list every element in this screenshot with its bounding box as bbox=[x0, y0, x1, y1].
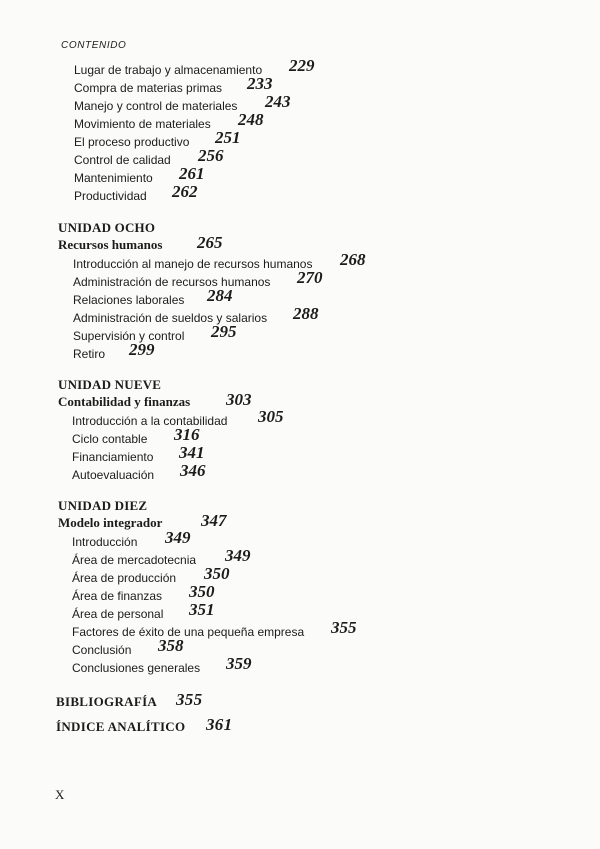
page-number: 349 bbox=[225, 546, 251, 565]
back-matter-index: ÍNDICE ANALÍTICO 361 bbox=[56, 715, 233, 734]
page-number: 350 bbox=[204, 564, 230, 583]
page-number: 265 bbox=[197, 233, 223, 252]
back-matter-bibliography: BIBLIOGRAFÍA 355 bbox=[56, 690, 203, 709]
page-number: 268 bbox=[340, 250, 366, 269]
toc-entry: Mantenimiento 261 bbox=[74, 164, 205, 185]
page-number: 316 bbox=[174, 425, 200, 444]
toc-entry: Lugar de trabajo y almacenamiento 229 bbox=[74, 56, 315, 77]
unit-heading: UNIDAD DIEZ bbox=[58, 498, 148, 513]
toc-entry: Conclusión 358 bbox=[72, 636, 184, 657]
toc-entry: Conclusiones generales 359 bbox=[72, 654, 252, 675]
page-number: 299 bbox=[129, 340, 155, 359]
toc-entry: Compra de materias primas 233 bbox=[74, 74, 273, 95]
toc-entry: Área de finanzas 350 bbox=[72, 582, 215, 603]
page-number: 270 bbox=[297, 268, 323, 287]
toc-entry: Administración de sueldos y salarios 288 bbox=[73, 304, 319, 325]
toc-entry: Área de producción 350 bbox=[72, 564, 230, 585]
page-number: 358 bbox=[158, 636, 184, 655]
toc-entry: Administración de recursos humanos 270 bbox=[73, 268, 323, 289]
page-number: 351 bbox=[189, 600, 215, 619]
toc-entry: Productividad 262 bbox=[74, 182, 198, 203]
page-number: 346 bbox=[180, 461, 206, 480]
toc-entry: Área de mercadotecnia 349 bbox=[72, 546, 251, 567]
page-number: 303 bbox=[226, 390, 252, 409]
toc-entry: Área de personal 351 bbox=[72, 600, 215, 621]
toc-entry: Supervisión y control 295 bbox=[73, 322, 237, 343]
toc-entry: Factores de éxito de una pequeña empresa 355 bbox=[72, 618, 357, 639]
page-number: 251 bbox=[215, 128, 241, 147]
page-number: 248 bbox=[238, 110, 264, 129]
page-number: 295 bbox=[211, 322, 237, 341]
page-number: 350 bbox=[189, 582, 215, 601]
unit-heading: UNIDAD OCHO bbox=[58, 220, 156, 235]
page-number: 284 bbox=[207, 286, 233, 305]
unit-title: Contabilidad y finanzas 303 bbox=[58, 390, 252, 409]
toc-entry: Movimiento de materiales 248 bbox=[74, 110, 264, 131]
page-number: 305 bbox=[258, 407, 284, 426]
page-number: 233 bbox=[247, 74, 273, 93]
page-number: 355 bbox=[331, 618, 357, 637]
page-number: 341 bbox=[179, 443, 205, 462]
page-number: 347 bbox=[201, 511, 227, 530]
page-number: 262 bbox=[172, 182, 198, 201]
page-number: 243 bbox=[265, 92, 291, 111]
page-number: 355 bbox=[176, 690, 203, 709]
page-folio: X bbox=[55, 787, 65, 802]
toc-entry: Financiamiento 341 bbox=[72, 443, 205, 464]
page-number: 229 bbox=[289, 56, 315, 75]
toc-entry: Autoevaluación 346 bbox=[72, 461, 206, 482]
toc-entry: Retiro 299 bbox=[73, 340, 155, 361]
running-head: CONTENIDO bbox=[61, 40, 127, 51]
toc-entry: Control de calidad 256 bbox=[74, 146, 224, 167]
page-number: 359 bbox=[226, 654, 252, 673]
toc-entry: Manejo y control de materiales 243 bbox=[74, 92, 291, 113]
toc-entry: El proceso productivo 251 bbox=[74, 128, 241, 149]
toc-entry: Introducción a la contabilidad 305 bbox=[72, 407, 284, 428]
toc-entry: Ciclo contable 316 bbox=[72, 425, 200, 446]
toc-entry: Introducción 349 bbox=[72, 528, 191, 549]
toc-entry: Relaciones laborales 284 bbox=[73, 286, 233, 307]
unit-title: Modelo integrador 347 bbox=[58, 511, 227, 530]
page-number: 361 bbox=[206, 715, 233, 734]
unit-heading: UNIDAD NUEVE bbox=[58, 377, 162, 392]
page-number: 288 bbox=[293, 304, 319, 323]
toc-entry: Introducción al manejo de recursos humanos 268 bbox=[73, 250, 366, 271]
page-number: 349 bbox=[165, 528, 191, 547]
unit-title: Recursos humanos 265 bbox=[58, 233, 223, 252]
page-number: 256 bbox=[198, 146, 224, 165]
page-number: 261 bbox=[179, 164, 205, 183]
